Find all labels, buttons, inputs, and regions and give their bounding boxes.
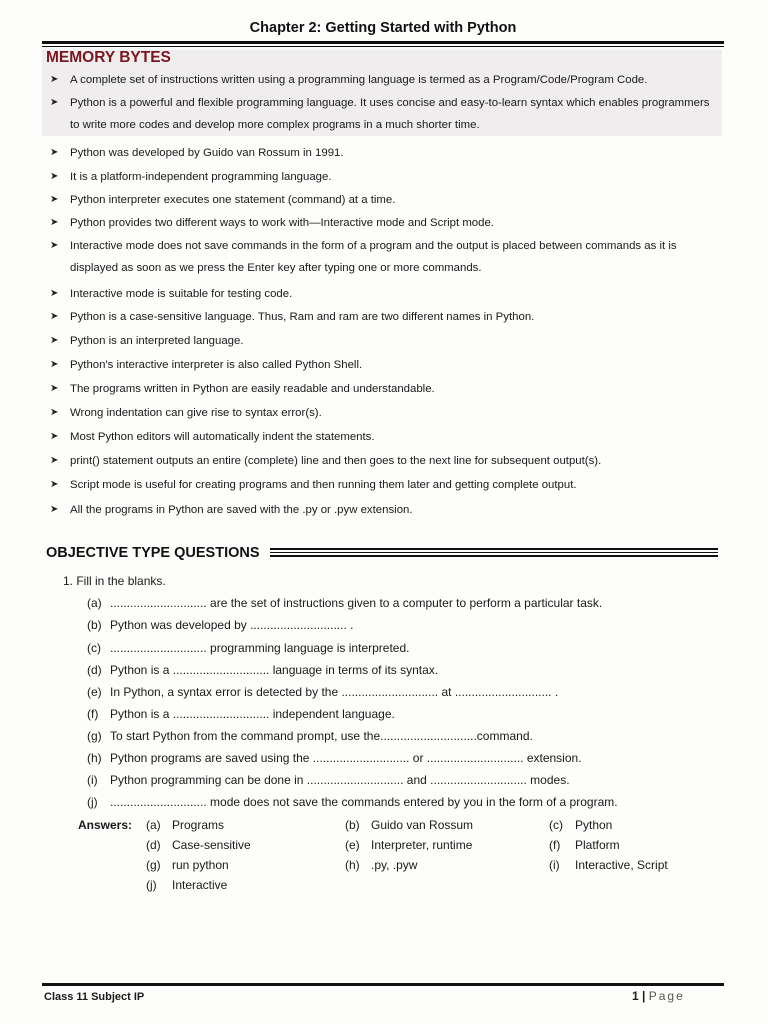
list-item: [50, 235, 720, 279]
arrow-bullet-icon: ➤: [50, 74, 59, 85]
answer-key: (j): [146, 878, 157, 892]
blank-text: Python was developed by ............................. .: [110, 618, 354, 632]
blank-row: [87, 707, 395, 721]
blank-label: (h): [87, 751, 102, 765]
blank-text: ............................. programming language is interpreted.: [110, 641, 410, 655]
objective-rule: [270, 548, 718, 550]
answer-key: (d): [146, 838, 161, 852]
answer-item: [345, 838, 472, 852]
list-item-text: All the programs in Python are saved with the .py or .pyw extension.: [70, 504, 413, 516]
answer-key: (g): [146, 858, 161, 872]
list-item-text: Python provides two different ways to work with—Interactive mode and Script mode.: [70, 217, 494, 229]
list-item-text: The programs written in Python are easily readable and understandable.: [70, 383, 435, 395]
list-item-text: It is a platform-independent programming language.: [70, 171, 332, 183]
list-item-text: Interactive mode does not save commands in the form of a program and the output is placed between commands as it is displayed as soon as we press the Enter key after typing one or more commands.: [70, 240, 677, 274]
blank-row: [87, 685, 558, 699]
list-item: [50, 474, 720, 496]
list-item: [50, 378, 720, 400]
list-item-text: print() statement outputs an entire (complete) line and then goes to the next line for subsequent output(s).: [70, 455, 602, 467]
blank-label: (b): [87, 618, 102, 632]
list-item: [50, 306, 720, 328]
answer-key: (f): [549, 838, 561, 852]
list-item: [50, 450, 720, 472]
answer-value: Platform: [575, 838, 620, 852]
blank-row: [87, 596, 602, 610]
page-separator: |: [642, 989, 646, 1003]
list-item-text: A complete set of instructions written using a programming language is termed as a Program/Code/Program Code.: [70, 74, 648, 86]
answer-item: [146, 878, 227, 892]
blank-row: [87, 618, 353, 632]
blank-text: ............................. are the set of instructions given to a computer to perform a particular task.: [110, 596, 603, 610]
list-item-text: Python interpreter executes one statement (command) at a time.: [70, 194, 396, 206]
answer-item: [549, 838, 620, 852]
answer-key: (c): [549, 818, 563, 832]
list-item-text: Script mode is useful for creating programs and then running them later and getting complete output.: [70, 479, 577, 491]
list-item-text: Python is a case-sensitive language. Thus, Ram and ram are two different names in Python.: [70, 311, 535, 323]
footer-class-subject: Class 11 Subject IP: [44, 991, 145, 1003]
blank-text: Python programming can be done in ............................. and ............................. modes.: [110, 773, 570, 787]
answer-value: .py, .pyw: [371, 858, 418, 872]
arrow-bullet-icon: ➤: [50, 407, 59, 418]
answer-item: [549, 858, 668, 872]
footer-rule: [42, 983, 724, 986]
blank-row: [87, 663, 438, 677]
list-item: [50, 354, 720, 376]
header-rule: [42, 41, 724, 44]
blank-text: Python is a ............................. independent language.: [110, 707, 395, 721]
answer-key: (b): [345, 818, 360, 832]
blank-text: In Python, a syntax error is detected by the ............................. at ............................. .: [110, 685, 559, 699]
answer-value: run python: [172, 858, 229, 872]
arrow-bullet-icon: ➤: [50, 147, 59, 158]
blank-text: ............................. mode does not save the commands entered by you in the form of a program.: [110, 795, 618, 809]
arrow-bullet-icon: ➤: [50, 383, 59, 394]
list-item-text: Python's interactive interpreter is also called Python Shell.: [70, 359, 363, 371]
answers-label: Answers:: [78, 818, 133, 832]
list-item: [50, 330, 720, 352]
header-rule: [42, 46, 724, 47]
answer-key: (e): [345, 838, 360, 852]
answer-value: Interactive: [172, 878, 228, 892]
answer-item: [146, 818, 224, 832]
arrow-bullet-icon: ➤: [50, 288, 59, 299]
arrow-bullet-icon: ➤: [50, 335, 59, 346]
memory-bytes-title: MEMORY BYTES: [46, 49, 171, 66]
arrow-bullet-icon: ➤: [50, 240, 59, 251]
blank-label: (c): [87, 641, 101, 655]
arrow-bullet-icon: ➤: [50, 217, 59, 228]
arrow-bullet-icon: ➤: [50, 504, 59, 515]
blank-row: [87, 641, 409, 655]
blank-row: [87, 773, 570, 787]
list-item: [50, 142, 720, 164]
arrow-bullet-icon: ➤: [50, 171, 59, 182]
list-item: [50, 402, 720, 424]
list-item: [50, 426, 720, 448]
list-item: [50, 166, 720, 188]
objective-rule: [270, 555, 718, 557]
list-item: [50, 69, 720, 91]
answer-key: (a): [146, 818, 161, 832]
page-number: 1: [632, 989, 639, 1003]
arrow-bullet-icon: ➤: [50, 479, 59, 490]
list-item-text: Most Python editors will automatically indent the statements.: [70, 431, 375, 443]
blank-text: Python programs are saved using the ............................. or ............................. extension.: [110, 751, 582, 765]
arrow-bullet-icon: ➤: [50, 194, 59, 205]
list-item-text: Wrong indentation can give rise to syntax error(s).: [70, 407, 322, 419]
blank-label: (d): [87, 663, 102, 677]
blank-label: (e): [87, 685, 102, 699]
list-item: [50, 283, 720, 305]
list-item-text: Python was developed by Guido van Rossum in 1991.: [70, 147, 344, 159]
answer-key: (i): [549, 858, 560, 872]
blank-text: Python is a ............................. language in terms of its syntax.: [110, 663, 439, 677]
blank-label: (a): [87, 596, 102, 610]
objective-rule: [270, 552, 718, 553]
blank-label: (j): [87, 795, 98, 809]
answer-value: Programs: [172, 818, 225, 832]
blank-text: To start Python from the command prompt, use the.............................command.: [110, 729, 533, 743]
arrow-bullet-icon: ➤: [50, 97, 59, 108]
answer-item: [549, 818, 612, 832]
page-header: Chapter 2: Getting Started with Python: [249, 20, 517, 36]
answer-item: [345, 818, 473, 832]
page-word: Page: [648, 989, 685, 1003]
objective-title: OBJECTIVE TYPE QUESTIONS: [46, 545, 260, 561]
blank-label: (i): [87, 773, 98, 787]
list-item: [50, 499, 720, 521]
list-item: [50, 92, 720, 136]
footer-page: [632, 989, 685, 1003]
answer-value: Interactive, Script: [575, 858, 668, 872]
answer-value: Python: [575, 818, 613, 832]
arrow-bullet-icon: ➤: [50, 431, 59, 442]
blank-row: [87, 795, 618, 809]
list-item: [50, 189, 720, 211]
blank-label: (g): [87, 729, 102, 743]
list-item-text: Python is a powerful and flexible programming language. It uses concise and easy-to-learn syntax which enables programmers to write more codes and develop more complex programs in a much shorter time.: [70, 97, 710, 131]
answer-value: Case-sensitive: [172, 838, 251, 852]
blank-label: (f): [87, 707, 99, 721]
list-item-text: Interactive mode is suitable for testing code.: [70, 288, 293, 300]
answer-item: [146, 838, 251, 852]
blank-row: [87, 751, 582, 765]
answer-key: (h): [345, 858, 360, 872]
blank-row: [87, 729, 533, 743]
list-item-text: Python is an interpreted language.: [70, 335, 244, 347]
list-item: [50, 212, 720, 234]
arrow-bullet-icon: ➤: [50, 455, 59, 466]
answer-value: Guido van Rossum: [371, 818, 474, 832]
answer-value: Interpreter, runtime: [371, 838, 473, 852]
arrow-bullet-icon: ➤: [50, 311, 59, 322]
arrow-bullet-icon: ➤: [50, 359, 59, 370]
answer-item: [345, 858, 417, 872]
question-title: 1. Fill in the blanks.: [63, 574, 166, 588]
answer-item: [146, 858, 229, 872]
